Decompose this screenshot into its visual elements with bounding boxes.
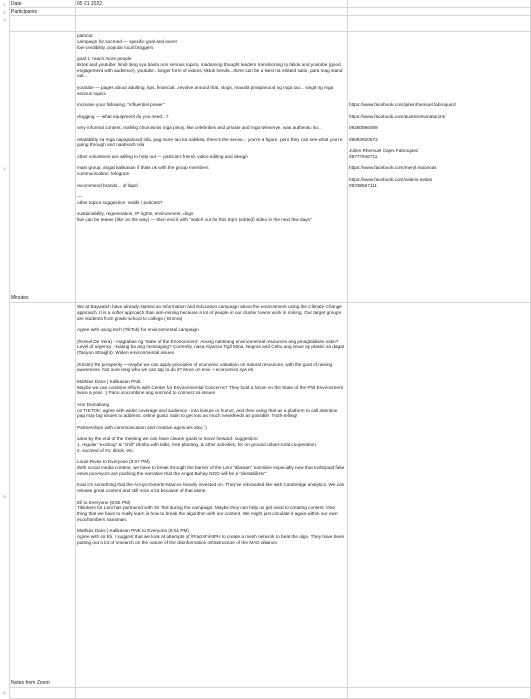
row-number: 1 — [3, 2, 6, 7]
minutes-cell[interactable]: patricia: campaign for socmed — specific goal and event low-credibility, popular local bloggers goal 1: reach more people tiktok and youtube: hindi lang sya basta non serious topics, madaming thought leaders transitioning to tiktok and youtube (good engagement with audience), youtube...longer form of videos; tiktok trends...there can be a twist na related satin, para mag stand out... youtube — pages about adulting, tips, financial...revolve around that, vlogs, masala pinapanood ng mga tao... singit ng mga serious topics increase your following, "influential power" vlogging — what equipment do you need...? very informal content, mahilig chumismis mga pinoy, like celebrities and private and mga teleserye, was authentic ito... relatability sa mga napapanood nila, pag more tao ka nakikita, there's the sense... you're a figure, pero they can see what you're going through and naabsorb nila other volunteers are willing to help out --- patricia's friend, video editing and design main group: angat kalikasan if thats ok with the group members communication: telegram recommend brands... of lapel — other topics suggestion: reddit / podcast? sustainability, regeneration, IP rights, environment, dogs live can be teaser (like on the way) — then end it with "watch out for this trip's (edited) video in the next few days" — [76, 32, 348, 303]
contacts-cell[interactable]: https://www.facebook.com/julienrhemuel.fabroquez/ https://www.facebook.com/austinsimonatun24/ 09260966069 09083920672 Julien Rhemuel Cajes Fabroquez 09777946711 https://www.facebook.com/meryl.macenas https://www.facebook.com/valerie.setias 09338567111 — [348, 32, 531, 303]
empty-cell[interactable] — [76, 16, 348, 32]
row-number: 6 — [3, 690, 6, 695]
notes-label: Notes from Zoom — [11, 680, 50, 686]
zoom-notes-cell[interactable]: We at Baywatch have already started an Information and Education campaign about the environment using the Climate Change approach. It is a softer approach than anti-mining because a lot of people in our cluster towns work in mining. Our target groups are students from grade school to college.( Emma) Agree with using tech (TikTok) for environmental campaign (Romel De Vera) - magtabas ng 'State of the Environment'. Anong natitirang environmental resources ang pinagtalaban natin? Level of urgency - kulang ba ang messaging? Currently, nasa Alyansa Tigil Mina. Negros and Cebu ang issue ay plastic sa dagat (Tanyon Straight). Widen environmental issues (Kristin) Re prosperity —maybe we can apply principles of economic valuation on natural resources, with the goal of raising awareness. Not sure lang who we can tap to do it? More on envi + economics sya eh. Mathias Dans | Kalikasan PNE Maybe we can combine efforts with Center for Environmental Concerns? They hold a forum on the State of the Phil Environment twice a year. :) Pano icocombine ang socmed to connect sa issues Ann Dumaliang on TIKTOK: agree with wider coverage and audience - into leisure or humor, and then using that as a platform to call attention pag may big issues to address. online gusto natin to get into as much newsfeeds as possible. Truth-telling! Partnerships with communication and creative agencies also :) sana by the end of the meeting we can have clearer goals to move forward. suggestion: 1. regular "exciting" & "chill" climbs with talks, tree planting, & other activities, for on-ground urban-rural cooperation. 2. socmed of #1: tiktok, etc. Louie Rivas to Everyone (9:07 PM) With social media content, we have to break through the barrier of the Leni "dilawan" narrative especially now that trolls/paid fake news purveyors are pushing the narrative that the Angat Buhay NGO will be a "destabilizer" Kasi it's something that the Arroyo-Duterte-Marcos heavily invested on. They've rebranded like with Cambridge analytics. We can release great content and still miss a lot because of that alone. Eli to Everyone (8:55 PM) Tiktokers for Leni has partnered with Sir Ted during the campaign. Maybe they can help us get used to creating content. One thing that we have to really learn is how to break the algorithm with our content. We might just circulate it again within our own ecochambers nanaman. Mathias Dans | Kalikasan PNE to Everyone (9:01 PM) Agree with sir Eli. I suggest that we look at attempts of #FactsFirstPH to create a mesh network to beat the algo. They have been putting out a lot of research on the nature of the disinformation infrastructure of the MAD alliance. — [76, 303, 348, 688]
empty-cell[interactable] — [348, 303, 531, 688]
label-cell-notes[interactable] — [10, 303, 76, 688]
empty-cell[interactable] — [76, 688, 348, 699]
participants-value-cell[interactable] — [76, 8, 348, 16]
date-value-cell[interactable]: 05 21 2022 — [76, 0, 348, 8]
empty-cell[interactable] — [348, 16, 531, 32]
row-number: 2 — [3, 10, 6, 15]
row-number: 5 — [3, 494, 6, 499]
label-cell-participants[interactable]: Participants — [10, 8, 76, 16]
label-cell-date[interactable]: Date — [10, 0, 76, 8]
empty-cell[interactable] — [348, 8, 531, 16]
empty-cell[interactable] — [348, 0, 531, 8]
minutes-label: Minutes — [11, 295, 29, 301]
empty-cell[interactable] — [10, 688, 76, 699]
empty-cell[interactable] — [10, 16, 76, 32]
empty-cell[interactable] — [348, 688, 531, 699]
label-cell-minutes[interactable] — [10, 32, 76, 303]
row-number: 3 — [3, 17, 6, 22]
row-number: 4 — [3, 166, 6, 171]
